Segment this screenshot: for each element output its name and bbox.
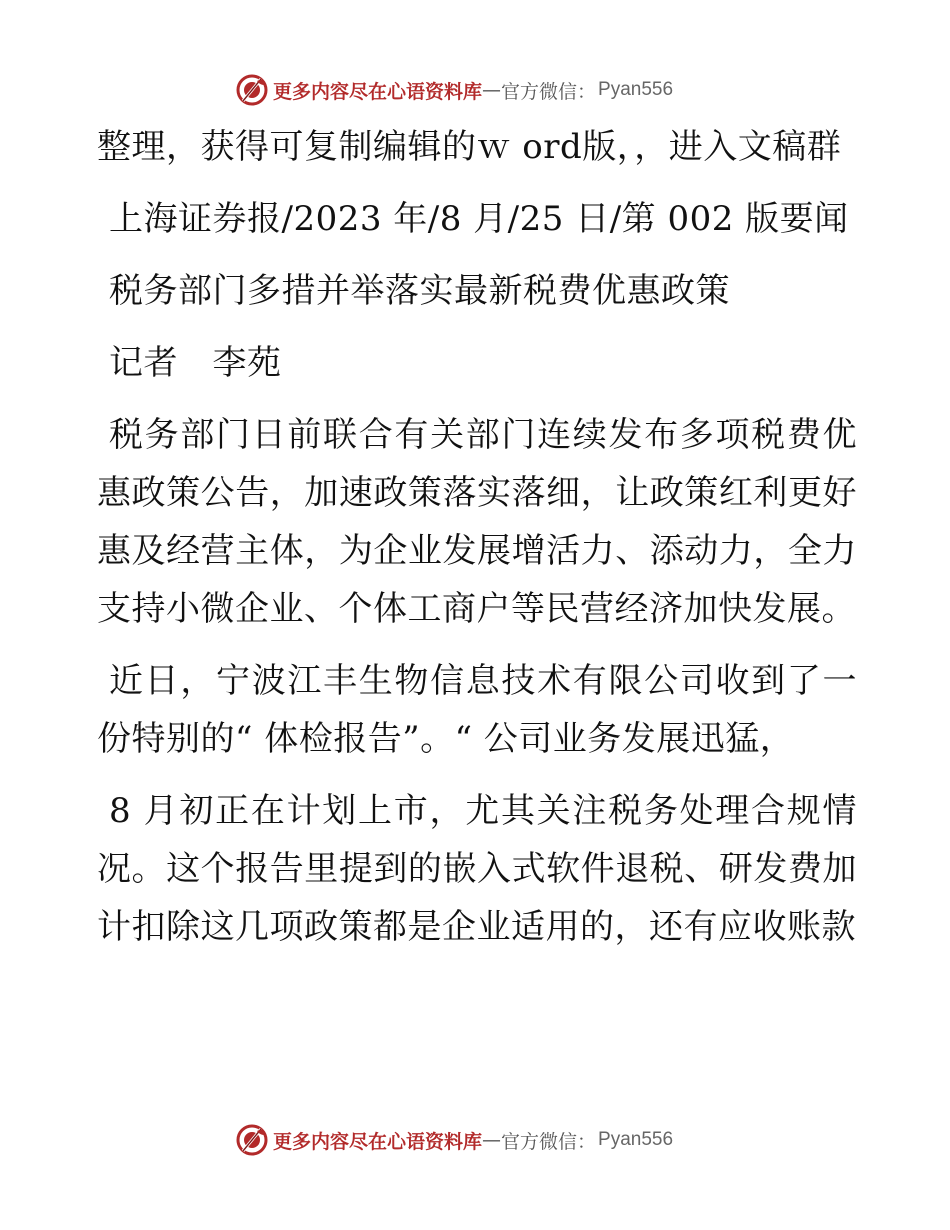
doc-source-line: 上海证券报/2023 年/8 月/25 日/第 002 版要闻 [109, 199, 849, 239]
watermark-wechat-id: Pyan556 [598, 1129, 674, 1150]
watermark-site-text: 更多内容尽在心语资料库 [273, 1130, 483, 1153]
quill-logo-icon [235, 73, 269, 107]
document-body [97, 118, 857, 970]
watermark-wechat-label: 官方微信： [501, 1130, 597, 1153]
watermark-wechat-id: Pyan556 [598, 79, 674, 100]
watermark-dash: — [482, 79, 502, 101]
doc-paragraph: 近日，宁波江丰生物信息技术有限公司收到了一份特别的“ 体检报告”。“ 公司业务发展迅猛， [97, 661, 857, 759]
doc-paragraph: 8 月初正在计划上市，尤其关注税务处理合规情况。这个报告里提到的嵌入式软件退税、研发费加计扣除这几项政策都是企业适用的，还有应收账款 [97, 791, 857, 947]
quill-logo-icon [235, 1123, 269, 1157]
watermark-dash: — [482, 1129, 502, 1151]
doc-paragraph: 税务部门日前联合有关部门连续发布多项税费优惠政策公告，加速政策落实落细，让政策红利更好惠及经营主体，为企业发展增活力、添动力，全力支持小微企业、个体工商户等民营经济加快发展。 [97, 415, 857, 629]
doc-intro-line: 整理，获得可复制编辑的ｗ ord版，，进入文稿群 [97, 127, 842, 167]
watermark-wechat-label: 官方微信： [501, 80, 597, 103]
doc-headline: 税务部门多措并举落实最新税费优惠政策 [109, 271, 730, 311]
watermark-banner-top [235, 72, 673, 108]
doc-byline: 记者 李苑 [109, 343, 282, 383]
watermark-banner-bottom [235, 1122, 673, 1158]
watermark-site-text: 更多内容尽在心语资料库 [273, 80, 483, 103]
